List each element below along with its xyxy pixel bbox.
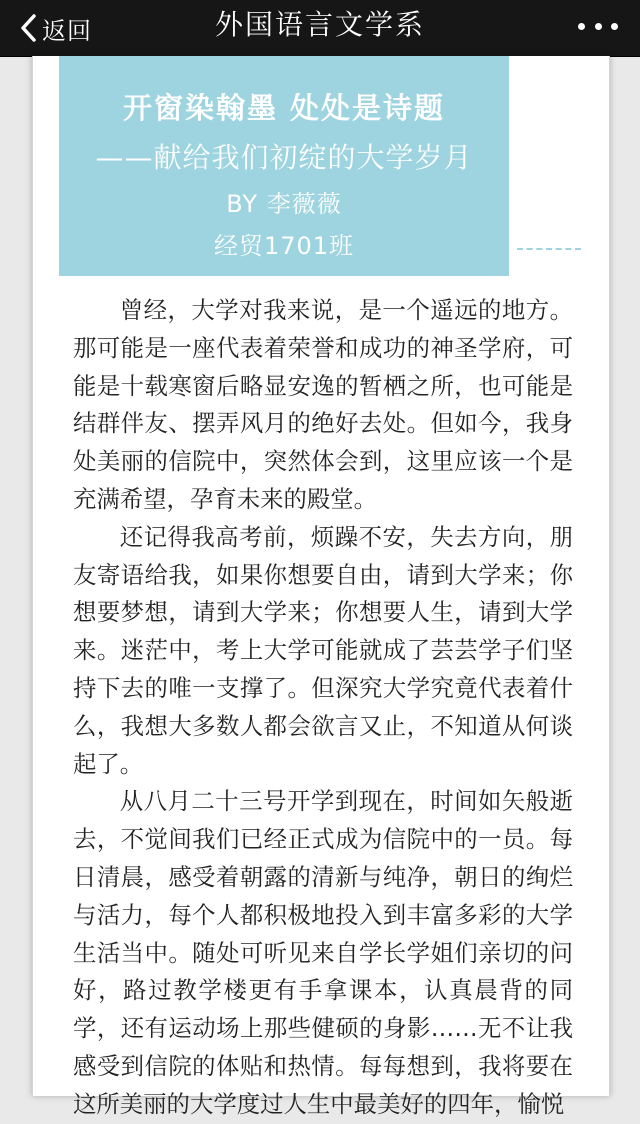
article-header-banner [59, 56, 509, 276]
more-button[interactable] [578, 14, 618, 38]
navigation-bar [0, 0, 640, 57]
page-title: 外国语言文学系 [214, 8, 425, 41]
article-subtitle: ——献给我们初绽的大学岁月 [95, 141, 473, 174]
more-dots-icon [578, 23, 585, 30]
article-author: BY 李薇薇 [226, 190, 342, 218]
back-label: 返回 [42, 16, 92, 45]
article-body [73, 292, 573, 1124]
article-page [32, 56, 610, 1118]
article-paragraph: 还记得我高考前，烦躁不安，失去方向，朋友寄语给我，如果你想要自由，请到大学来；你想要梦想，请到大学来；你想要人生，请到大学来。迷茫中，考上大学可能就成了芸芸学子们坚持下去的唯一支撑了。但深究大学究竟代表着什么，我想大多数人都会欲言又止，不知道从何谈起了。 [73, 522, 573, 778]
author-class: 经贸1701班 [213, 232, 355, 260]
more-dots-icon [595, 23, 602, 30]
article-paragraph: 曾经，大学对我来说，是一个遥远的地方。那可能是一座代表着荣誉和成功的神圣学府，可能是十载寒窗后略显安逸的暂栖之所，也可能是结群伴友、摆弄风月的绝好去处。但如今，我身处美丽的信院中，突然体会到，这里应该一个是充满希望，孕育未来的殿堂。 [73, 296, 573, 513]
article-paragraph: 从八月二十三号开学到现在，时间如矢般逝去，不觉间我们已经正式成为信院中的一员。每日清晨，感受着朝露的清新与纯净，朝日的绚烂与活力，每个人都积极地投入到丰富多彩的大学生活当中。随处可听见来自学长学姐们亲切的问好，路过教学楼更有手拿课本，认真晨背的同学，还有运动场上那些健硕的身影……无不让我感受到信院的体贴和热情。每每想到，我将要在这所美丽的大学度过人生中最美好的四年，愉悦 [73, 787, 573, 1118]
more-dots-icon [611, 23, 618, 30]
article-title: 开窗染翰墨 处处是诗题 [122, 91, 446, 125]
dashed-divider [517, 248, 581, 250]
